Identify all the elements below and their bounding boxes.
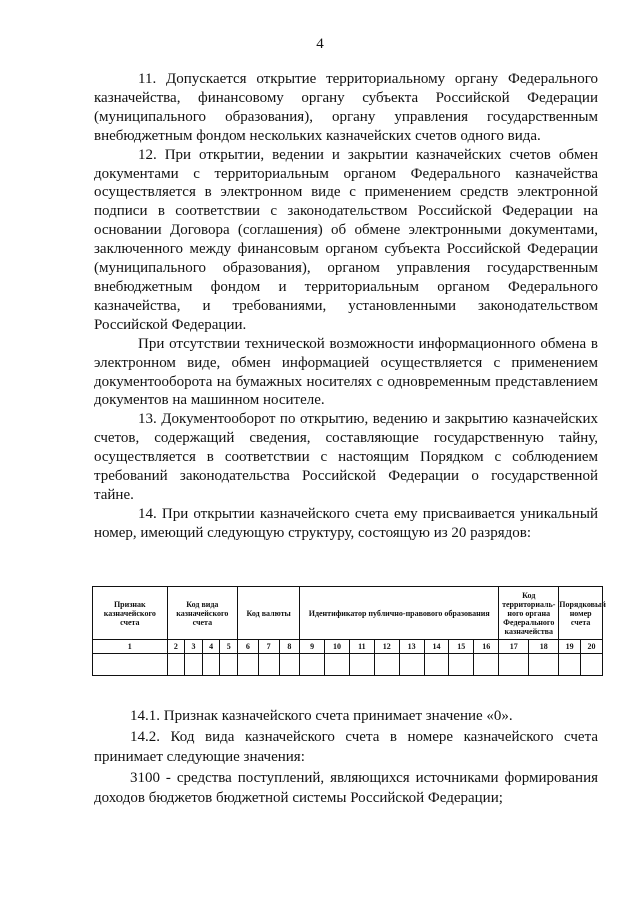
- empty-cell: [279, 654, 300, 676]
- paragraph-12: 12. При открытии, ведении и закрытии казначейских счетов обмен документами с территориальным органом Федерального казначейства осуществляется в электронном виде с применением средств электронной подписи в соответствии с законодательством Российской Федерации на основании Договора (соглашения) об обмене электронными документами, заключенного между финансовым органом субъекта Российской Федерации (муниципального образования), органом управления государственным внебюджетным фондом и территориальным органом Федерального казначейства, и требованиями, установленными законодательством Российской Федерации.: [94, 146, 598, 333]
- empty-cell: [529, 654, 559, 676]
- digit-cell: 5: [220, 640, 238, 654]
- paragraph-13: 13. Документооборот по открытию, ведению и закрытию казначейских счетов, содержащий сведения, составляющие государственную тайну, осуществляется в соответствии с настоящим Порядком с соблюдением требований законодательства Российской Федерации о государственной тайне.: [94, 411, 598, 503]
- table-empty-row: [93, 654, 603, 676]
- empty-cell: [185, 654, 203, 676]
- paragraph-14-1: 14.1. Признак казначейского счета принимает значение «0».: [130, 708, 513, 724]
- table-header-row: [93, 587, 603, 640]
- empty-cell: [499, 654, 529, 676]
- empty-cell: [300, 654, 325, 676]
- digit-cell: 1: [93, 640, 168, 654]
- empty-cell: [93, 654, 168, 676]
- empty-cell: [202, 654, 220, 676]
- digit-cell: 4: [202, 640, 220, 654]
- paragraph-no-technical-possibility: При отсутствии технической возможности информационного обмена в электронном виде, обмен информацией осуществляется с применением документооборота на бумажных носителях с одновременным представлением документов на машинном носителе.: [94, 335, 598, 409]
- empty-cell: [349, 654, 374, 676]
- header-currency-code: Код валюты: [238, 587, 300, 640]
- table-digit-row: [93, 640, 603, 654]
- paragraph-11: 11. Допускается открытие территориальному органу Федерального казначейства, финансовому органу субъекта Российской Федерации (муниципального образования), органу управления государственным внебюджетным фондом нескольких казначейских счетов одного вида.: [94, 71, 598, 144]
- header-treasury-body-code: Код территориаль-ного органа Федерального казначейства: [499, 587, 559, 640]
- digit-cell: 7: [258, 640, 279, 654]
- empty-cell: [167, 654, 185, 676]
- digit-cell: 19: [559, 640, 581, 654]
- digit-cell: 9: [300, 640, 325, 654]
- header-sequence-number: Порядковый номер счета: [559, 587, 603, 640]
- document-body-lower: [94, 706, 598, 809]
- document-body: [94, 70, 598, 543]
- paragraph-3100: 3100 - средства поступлений, являющихся источниками формирования доходов бюджетов бюджетной системы Российской Федерации;: [94, 769, 598, 806]
- empty-cell: [258, 654, 279, 676]
- digit-cell: 3: [185, 640, 203, 654]
- digit-cell: 2: [167, 640, 185, 654]
- empty-cell: [220, 654, 238, 676]
- digit-cell: 8: [279, 640, 300, 654]
- header-public-entity-identifier: Идентификатор публично-правового образования: [300, 587, 499, 640]
- digit-cell: 17: [499, 640, 529, 654]
- empty-cell: [581, 654, 603, 676]
- digit-cell: 20: [581, 640, 603, 654]
- empty-cell: [238, 654, 259, 676]
- empty-cell: [449, 654, 474, 676]
- empty-cell: [424, 654, 449, 676]
- header-account-type-code: Код вида казначейского счета: [167, 587, 237, 640]
- digit-cell: 12: [374, 640, 399, 654]
- empty-cell: [559, 654, 581, 676]
- header-account-sign: Признак казначейского счета: [93, 587, 168, 640]
- paragraph-14: 14. При открытии казначейского счета ему присваивается уникальный номер, имеющий следующую структуру, состоящую из 20 разрядов:: [94, 505, 598, 541]
- digit-cell: 6: [238, 640, 259, 654]
- digit-cell: 15: [449, 640, 474, 654]
- digit-cell: 14: [424, 640, 449, 654]
- digit-cell: 13: [399, 640, 424, 654]
- empty-cell: [399, 654, 424, 676]
- page-number: 4: [316, 36, 324, 52]
- digit-cell: 10: [325, 640, 350, 654]
- account-number-structure-table: [92, 586, 606, 676]
- digit-cell: 16: [474, 640, 499, 654]
- empty-cell: [325, 654, 350, 676]
- paragraph-14-2: 14.2. Код вида казначейского счета в номере казначейского счета принимает следующие значения:: [94, 728, 598, 765]
- digit-cell: 11: [349, 640, 374, 654]
- empty-cell: [474, 654, 499, 676]
- empty-cell: [374, 654, 399, 676]
- digit-cell: 18: [529, 640, 559, 654]
